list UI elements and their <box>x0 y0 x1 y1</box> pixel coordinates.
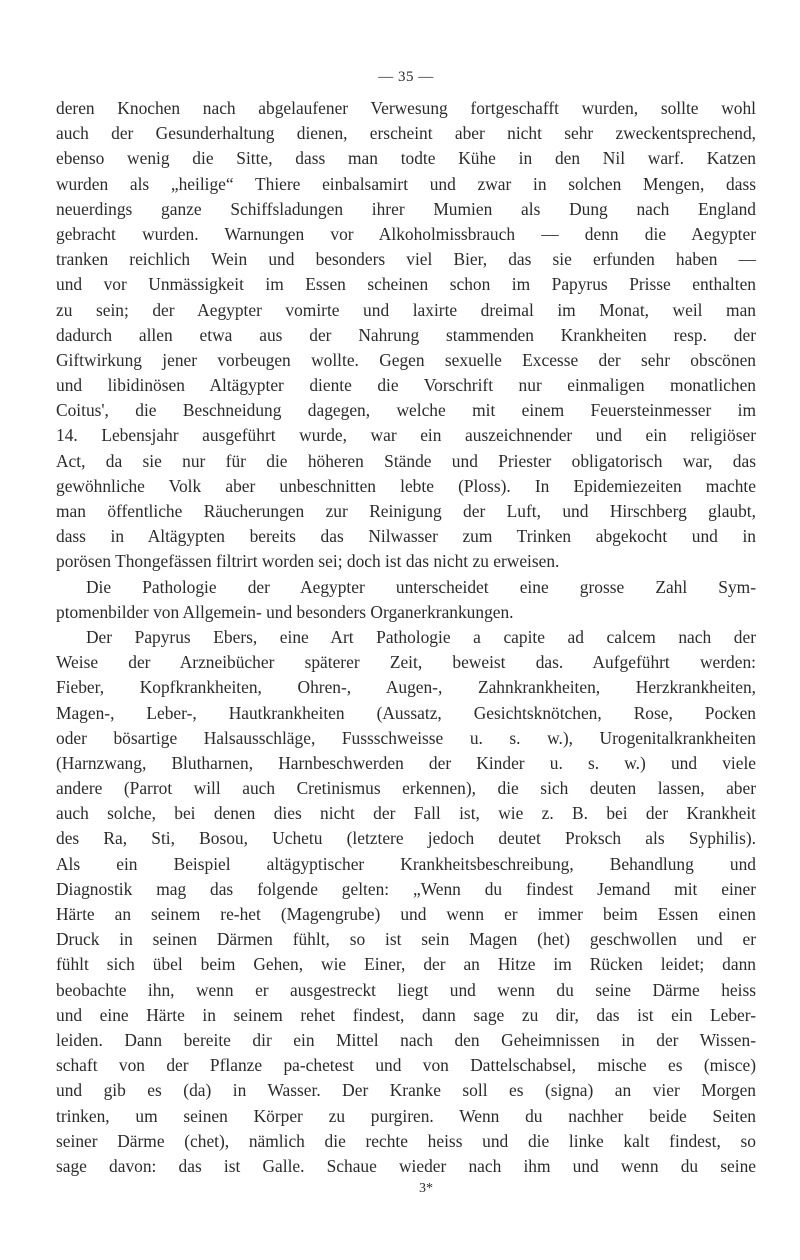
text-line: des Ra, Sti, Bosou, Uchetu (letztere jedoch deutet Proksch als Syphilis). <box>56 828 756 849</box>
text-line: und libidinösen Altägypter diente die Vorschrift nur einmaligen monatlichen <box>56 375 756 396</box>
text-line: oder bösartige Halsausschläge, Fussschweisse u. s. w.), Urogenitalkrankheiten <box>56 727 756 748</box>
text-line: Druck in seinen Därmen fühlt, so ist sein Magen (het) geschwollen und er <box>56 929 756 950</box>
text-line: trinken, um seinen Körper zu purgiren. Wenn du nachher beide Seiten <box>56 1105 756 1126</box>
page-number: — 35 — <box>378 69 434 85</box>
text-line: und gib es (da) in Wasser. Der Kranke soll es (signa) an vier Morgen <box>56 1080 756 1101</box>
text-line: auch der Gesunderhaltung dienen, erscheint aber nicht sehr zweckentsprechend, <box>56 123 756 144</box>
text-line: beobachte ihn, wenn er ausgestreckt liegt und wenn du seine Därme heiss <box>56 979 756 1000</box>
text-line: porösen Thongefässen filtrirt worden sei; doch ist das nicht zu erweisen. <box>56 551 560 572</box>
text-line: Fieber, Kopfkrankheiten, Ohren-, Augen-, Zahnkrankheiten, Herzkrankheiten, <box>56 677 756 698</box>
text-line: leiden. Dann bereite dir ein Mittel nach den Geheimnissen in der Wissen- <box>56 1029 756 1050</box>
text-line: fühlt sich übel beim Gehen, wie Einer, der an Hitze im Rücken leidet; dann <box>56 954 756 975</box>
text-line: ptomenbilder von Allgemein- und besonders Organerkrankungen. <box>56 601 514 622</box>
text-line: ebenso wenig die Sitte, dass man todte Kühe in den Nil warf. Katzen <box>56 148 756 169</box>
text-line: Giftwirkung jener vorbeugen wollte. Gegen sexuelle Excesse der sehr obscönen <box>56 349 756 370</box>
text-line: dass in Altägypten bereits das Nilwasser zum Trinken abgekocht und in <box>56 526 756 547</box>
text-line: (Harnzwang, Blutharnen, Harnbeschwerden der Kinder u. s. w.) und viele <box>56 752 756 773</box>
text-line: gebracht wurden. Warnungen vor Alkoholmissbrauch — denn die Aegypter <box>56 223 756 244</box>
text-line: auch solche, bei denen dies nicht der Fall ist, wie z. B. bei der Krankheit <box>56 803 756 824</box>
text-line: deren Knochen nach abgelaufener Verwesung fortgeschafft wurden, sollte wohl <box>56 98 756 118</box>
text-line: Als ein Beispiel altägyptischer Krankheitsbeschreibung, Behandlung und <box>56 853 756 874</box>
text-line: Magen-, Leber-, Hautkrankheiten (Aussatz, Gesichtsknötchen, Rose, Pocken <box>56 702 756 723</box>
text-line: andere (Parrot will auch Cretinismus erkennen), die sich deuten lassen, aber <box>56 778 756 799</box>
text-line: seiner Därme (chet), nämlich die rechte heiss und die linke kalt findest, so <box>56 1130 756 1151</box>
text-line: Act, da sie nur für die höheren Stände und Priester obligatorisch war, das <box>56 450 756 471</box>
text-line: zu sein; der Aegypter vomirte und laxirte dreimal im Monat, weil man <box>56 299 756 320</box>
text-line: und eine Härte in seinem rehet findest, dann sage zu dir, das ist ein Leber- <box>56 1004 756 1025</box>
book-page <box>56 64 756 1199</box>
text-line: tranken reichlich Wein und besonders viel Bier, das sie erfunden haben — <box>56 249 756 270</box>
text-line: man öffentliche Räucherungen zur Reinigung der Luft, und Hirschberg glaubt, <box>56 501 756 521</box>
text-line: Härte an seinem re-het (Magengrube) und wenn er immer beim Essen einen <box>56 904 756 924</box>
text-line: sage davon: das ist Galle. Schaue wieder nach ihm und wenn du seine <box>56 1155 756 1176</box>
text-line: gewöhnliche Volk aber unbeschnitten lebte (Ploss). In Epidemiezeiten machte <box>56 475 756 496</box>
text-line: wurden als „heilige“ Thiere einbalsamirt und zwar in solchen Mengen, dass <box>56 173 756 194</box>
text-line: Diagnostik mag das folgende gelten: „Wenn du findest Jemand mit einer <box>56 878 756 899</box>
text-line: schaft von der Pflanze pa-chetest und von Dattelschabsel, mische es (misce) <box>56 1055 756 1076</box>
text-line: Weise der Arzneibücher späterer Zeit, beweist das. Aufgeführt werden: <box>56 652 756 673</box>
text-line: 14. Lebensjahr ausgeführt wurde, war ein auszeichnender und ein religiöser <box>56 425 756 446</box>
text-line: neuerdings ganze Schiffsladungen ihrer Mumien als Dung nach England <box>56 198 756 219</box>
signature-mark: 3* <box>419 1181 433 1197</box>
body-text <box>56 96 756 1179</box>
text-line: Die Pathologie der Aegypter unterscheidet eine grosse Zahl Sym- <box>86 576 756 597</box>
text-line: und vor Unmässigkeit im Essen scheinen schon im Papyrus Prisse enthalten <box>56 274 756 295</box>
text-line: Coitus', die Beschneidung dagegen, welche mit einem Feuersteinmesser im <box>56 400 756 421</box>
text-line: Der Papyrus Ebers, eine Art Pathologie a capite ad calcem nach der <box>86 626 756 647</box>
text-line: dadurch allen etwa aus der Nahrung stammenden Krankheiten resp. der <box>56 324 756 345</box>
